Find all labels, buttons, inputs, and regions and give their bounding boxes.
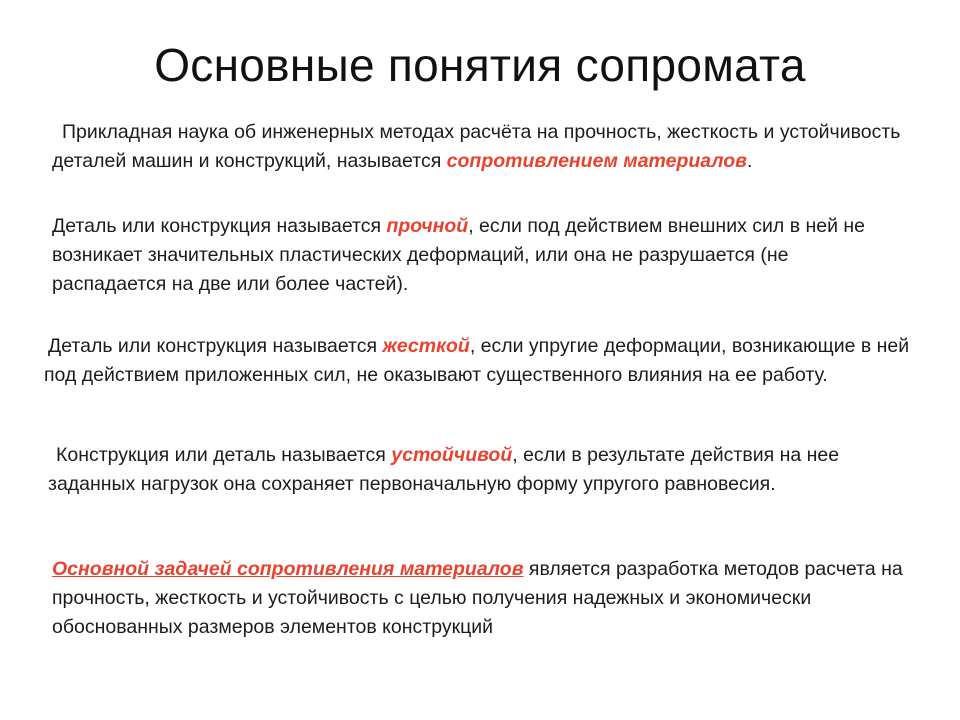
- main-task-statement: [52, 555, 932, 642]
- p3-text-after: , если упругие деформации, возникающие в ней под действием приложенных сил, не оказывают существенного влияния на ее работу.: [44, 335, 910, 386]
- p1-text-before: Прикладная наука об инженерных методах расчёта на прочность, жесткость и устойчивость деталей машин и конструкций, называется: [52, 121, 901, 172]
- p2-text-after: , если под действием внешних сил в ней не возникает значительных пластических деформаций, или она не разрушается (не распадается на две или более частей).: [52, 215, 866, 295]
- p5-term: Основной задачей сопротивления материалов: [52, 558, 524, 580]
- p4-text-before: Конструкция или деталь называется: [56, 444, 392, 466]
- definition-stable: [48, 441, 908, 499]
- p5-text-after: является разработка методов расчета на прочность, жесткость и устойчивость с целью получения надежных и экономически обоснованных размеров элементов конструкций: [52, 558, 903, 638]
- definition-strength-of-materials: [52, 118, 932, 176]
- definition-rigid: [44, 332, 914, 390]
- definition-strong: [52, 212, 892, 299]
- slide-title: Основные понятия сопромата: [154, 39, 806, 91]
- p4-text-after: , если в результате действия на нее заданных нагрузок она сохраняет первоначальную форму упругого равновесия.: [48, 444, 840, 495]
- p3-term: жесткой: [382, 335, 470, 357]
- p1-term: сопротивлением материалов: [446, 150, 747, 172]
- p2-text-before: Деталь или конструкция называется: [52, 215, 387, 237]
- p1-text-after: .: [746, 150, 753, 172]
- p3-text-before: Деталь или конструкция называется: [48, 335, 383, 357]
- p2-term: прочной: [386, 215, 469, 237]
- p4-term: устойчивой: [391, 444, 513, 466]
